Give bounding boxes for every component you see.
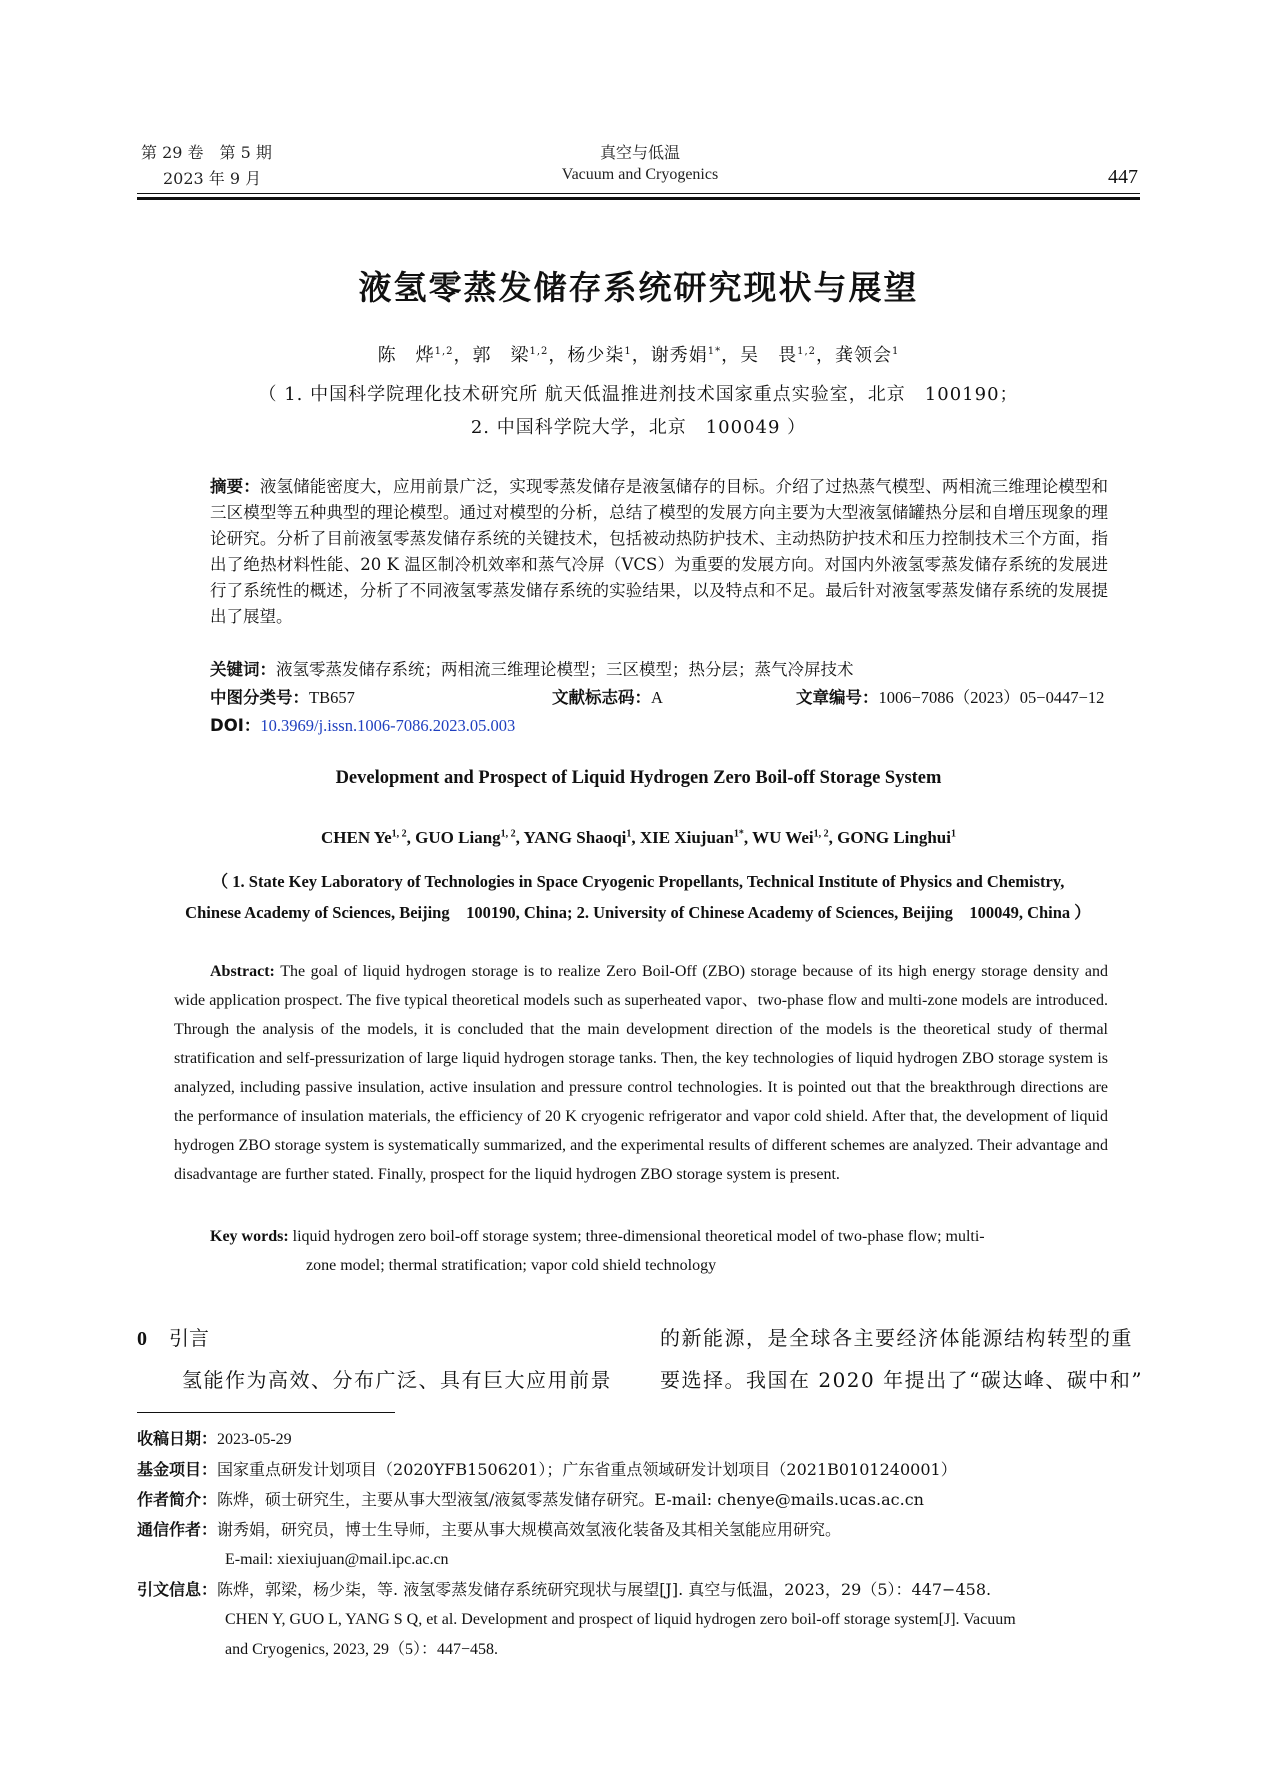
footnotes — [137, 1424, 1140, 1665]
header-rule-bottom — [137, 197, 1140, 200]
corresponding-author: 通信作者：谢秀娟，研究员，博士生导师，主要从事大规模高效氢液化装备及其相关氢能应用研究。 — [137, 1520, 842, 1539]
footnote-rule — [137, 1412, 395, 1413]
abstract-en-label: Abstract: — [210, 963, 275, 980]
clc-number: 中图分类号：TB657 — [210, 688, 355, 707]
abstract-cn-label: 摘要： — [210, 477, 260, 496]
corresponding-email: E-mail: xiexiujuan@mail.ipc.ac.cn — [225, 1551, 449, 1568]
intro-right-line-2: 要选择。我国在 2020 年提出了“碳达峰、碳中和” — [660, 1368, 1144, 1392]
abstract-en — [174, 957, 1108, 1189]
abstract-en-text: The goal of liquid hydrogen storage is to realize Zero Boil-Off (ZBO) storage because of its high energy storage density and wide application prospect. The five typical theoretical models such as superheated vapor、two-phase flow and multi-zone models are introduced. Through the analysis of the models, it is concluded that the main development direction of the models is the theoretical study of thermal stratification and self-pressurization of large liquid hydrogen storage tanks. Then, the key technologies of liquid hydrogen ZBO storage system is analyzed, including passive insulation, active insulation and pressure control technologies. It is pointed out that the breakthrough directions are the performance of insulation materials, the efficiency of 20 K cryogenic refrigerator and vapor cold shield. After that, the development of liquid hydrogen ZBO storage system is systematically summarized, and the experimental results of different schemes are analyzed. Their advantage and disadvantage are further stated. Finally, prospect for the liquid hydrogen ZBO storage system is present. — [174, 963, 1109, 1183]
author-bio: 作者简介：陈烨，硕士研究生，主要从事大型液氢/液氦零蒸发储存研究。E-mail: chenye@mails.ucas.ac.cn — [137, 1490, 924, 1509]
abstract-cn — [210, 474, 1108, 654]
intro-left-line: 氢能作为高效、分布广泛、具有巨大应用前景 — [182, 1368, 612, 1392]
citation-en-1: CHEN Y, GUO L, YANG S Q, et al. Development and prospect of liquid hydrogen zero boil-off storage system[J]. Vacuum — [225, 1611, 1016, 1628]
keywords-en: Key words: liquid hydrogen zero boil-off storage system; three-dimensional theoretical model of two-phase flow; multi- zone model; thermal stratification; vapor cold shield technology — [210, 1228, 985, 1274]
doi: DOI：10.3969/j.issn.1006-7086.2023.05.003 — [210, 716, 516, 735]
affiliation-en-2: Chinese Academy of Sciences, Beijing 100190, China; 2. University of Chinese Academy of Sciences, Beijing 100049, China ） — [185, 903, 1091, 922]
paper-title-cn: 液氢零蒸发储存系统研究现状与展望 — [358, 268, 919, 307]
fund-info: 基金项目：国家重点研发计划项目（2020YFB1506201）；广东省重点领域研发计划项目（2021B0101240001） — [137, 1460, 957, 1479]
doi-link[interactable]: 10.3969/j.issn.1006-7086.2023.05.003 — [260, 716, 516, 735]
abstract-cn-text: 液氢储能密度大，应用前景广泛，实现零蒸发储存是液氢储存的目标。介绍了过热蒸气模型、两相流三维理论模型和三区模型等五种典型的理论模型。通过对模型的分析，总结了模型的发展方向主要为大型液氢储罐热分层和自增压现象的理论研究。分析了目前液氢零蒸发储存系统的关键技术，包括被动热防护技术、主动热防护技术和压力控制技术三个方面，指出了绝热材料性能、20 K 温区制冷机效率和蒸气冷屏（VCS）为重要的发展方向。对国内外液氢零蒸发储存系统的发展进行了系统性的概述，分析了不同液氢零蒸发储存系统的实验结果，以及特点和不足。最后针对液氢零蒸发储存系统的发展提出了展望。 — [210, 477, 1108, 626]
keywords-cn: 关键词：液氢零蒸发储存系统；两相流三维理论模型；三区模型；热分层；蒸气冷屏技术 — [210, 660, 854, 679]
document-code: 文献标志码：A — [552, 688, 663, 707]
section-heading: 0 引言 — [137, 1326, 209, 1350]
affiliation-en-1: （ 1. State Key Laboratory of Technologies in Space Cryogenic Propellants, Technical Institute of Physics and Chemistry, — [211, 872, 1065, 891]
affiliation-cn-1: （ 1. 中国科学院理化技术研究所 航天低温推进剂技术国家重点实验室，北京 100190； — [258, 384, 1019, 405]
authors-cn: 陈 烨$^{1,2}$，郭 梁$^{1,2}$，杨少柒$^1$，谢秀娟$^{1*}$，吴 畏$^{1,2}$，龚领会$^1$ — [377, 345, 900, 366]
journal-name-en: Vacuum and Cryogenics — [561, 166, 719, 183]
article-number: 文章编号：1006−7086（2023）05−0447−12 — [796, 688, 1105, 707]
volume-issue: 第 29 卷 第 5 期 — [141, 143, 272, 162]
header-rule-top — [137, 193, 1140, 194]
received-date: 收稿日期：2023-05-29 — [137, 1429, 292, 1448]
journal-name-cn: 真空与低温 — [599, 143, 680, 162]
intro-right-line-1: 的新能源，是全球各主要经济体能源结构转型的重 — [660, 1326, 1133, 1350]
affiliation-cn-2: 2. 中国科学院大学，北京 100049 ） — [470, 417, 807, 438]
citation-en-2: and Cryogenics, 2023, 29（5）：447−458. — [225, 1641, 499, 1658]
page-number: 447 — [1108, 166, 1138, 188]
paper-title-en: Development and Prospect of Liquid Hydrogen Zero Boil-off Storage System — [335, 768, 942, 788]
citation-cn: 引文信息：陈烨，郭梁，杨少柒，等. 液氢零蒸发储存系统研究现状与展望[J]. 真空与低温，2023，29（5）：447−458. — [137, 1580, 992, 1599]
authors-en: CHEN Ye$^{1, 2}$, GUO Liang$^{1, 2}$, YANG Shaoqi$^1$, XIE Xiujuan$^{1*}$, WU Wei$^{1, 2}$, GONG Linghui$^1$ — [320, 828, 956, 847]
issue-date: 2023 年 9 月 — [163, 169, 262, 188]
